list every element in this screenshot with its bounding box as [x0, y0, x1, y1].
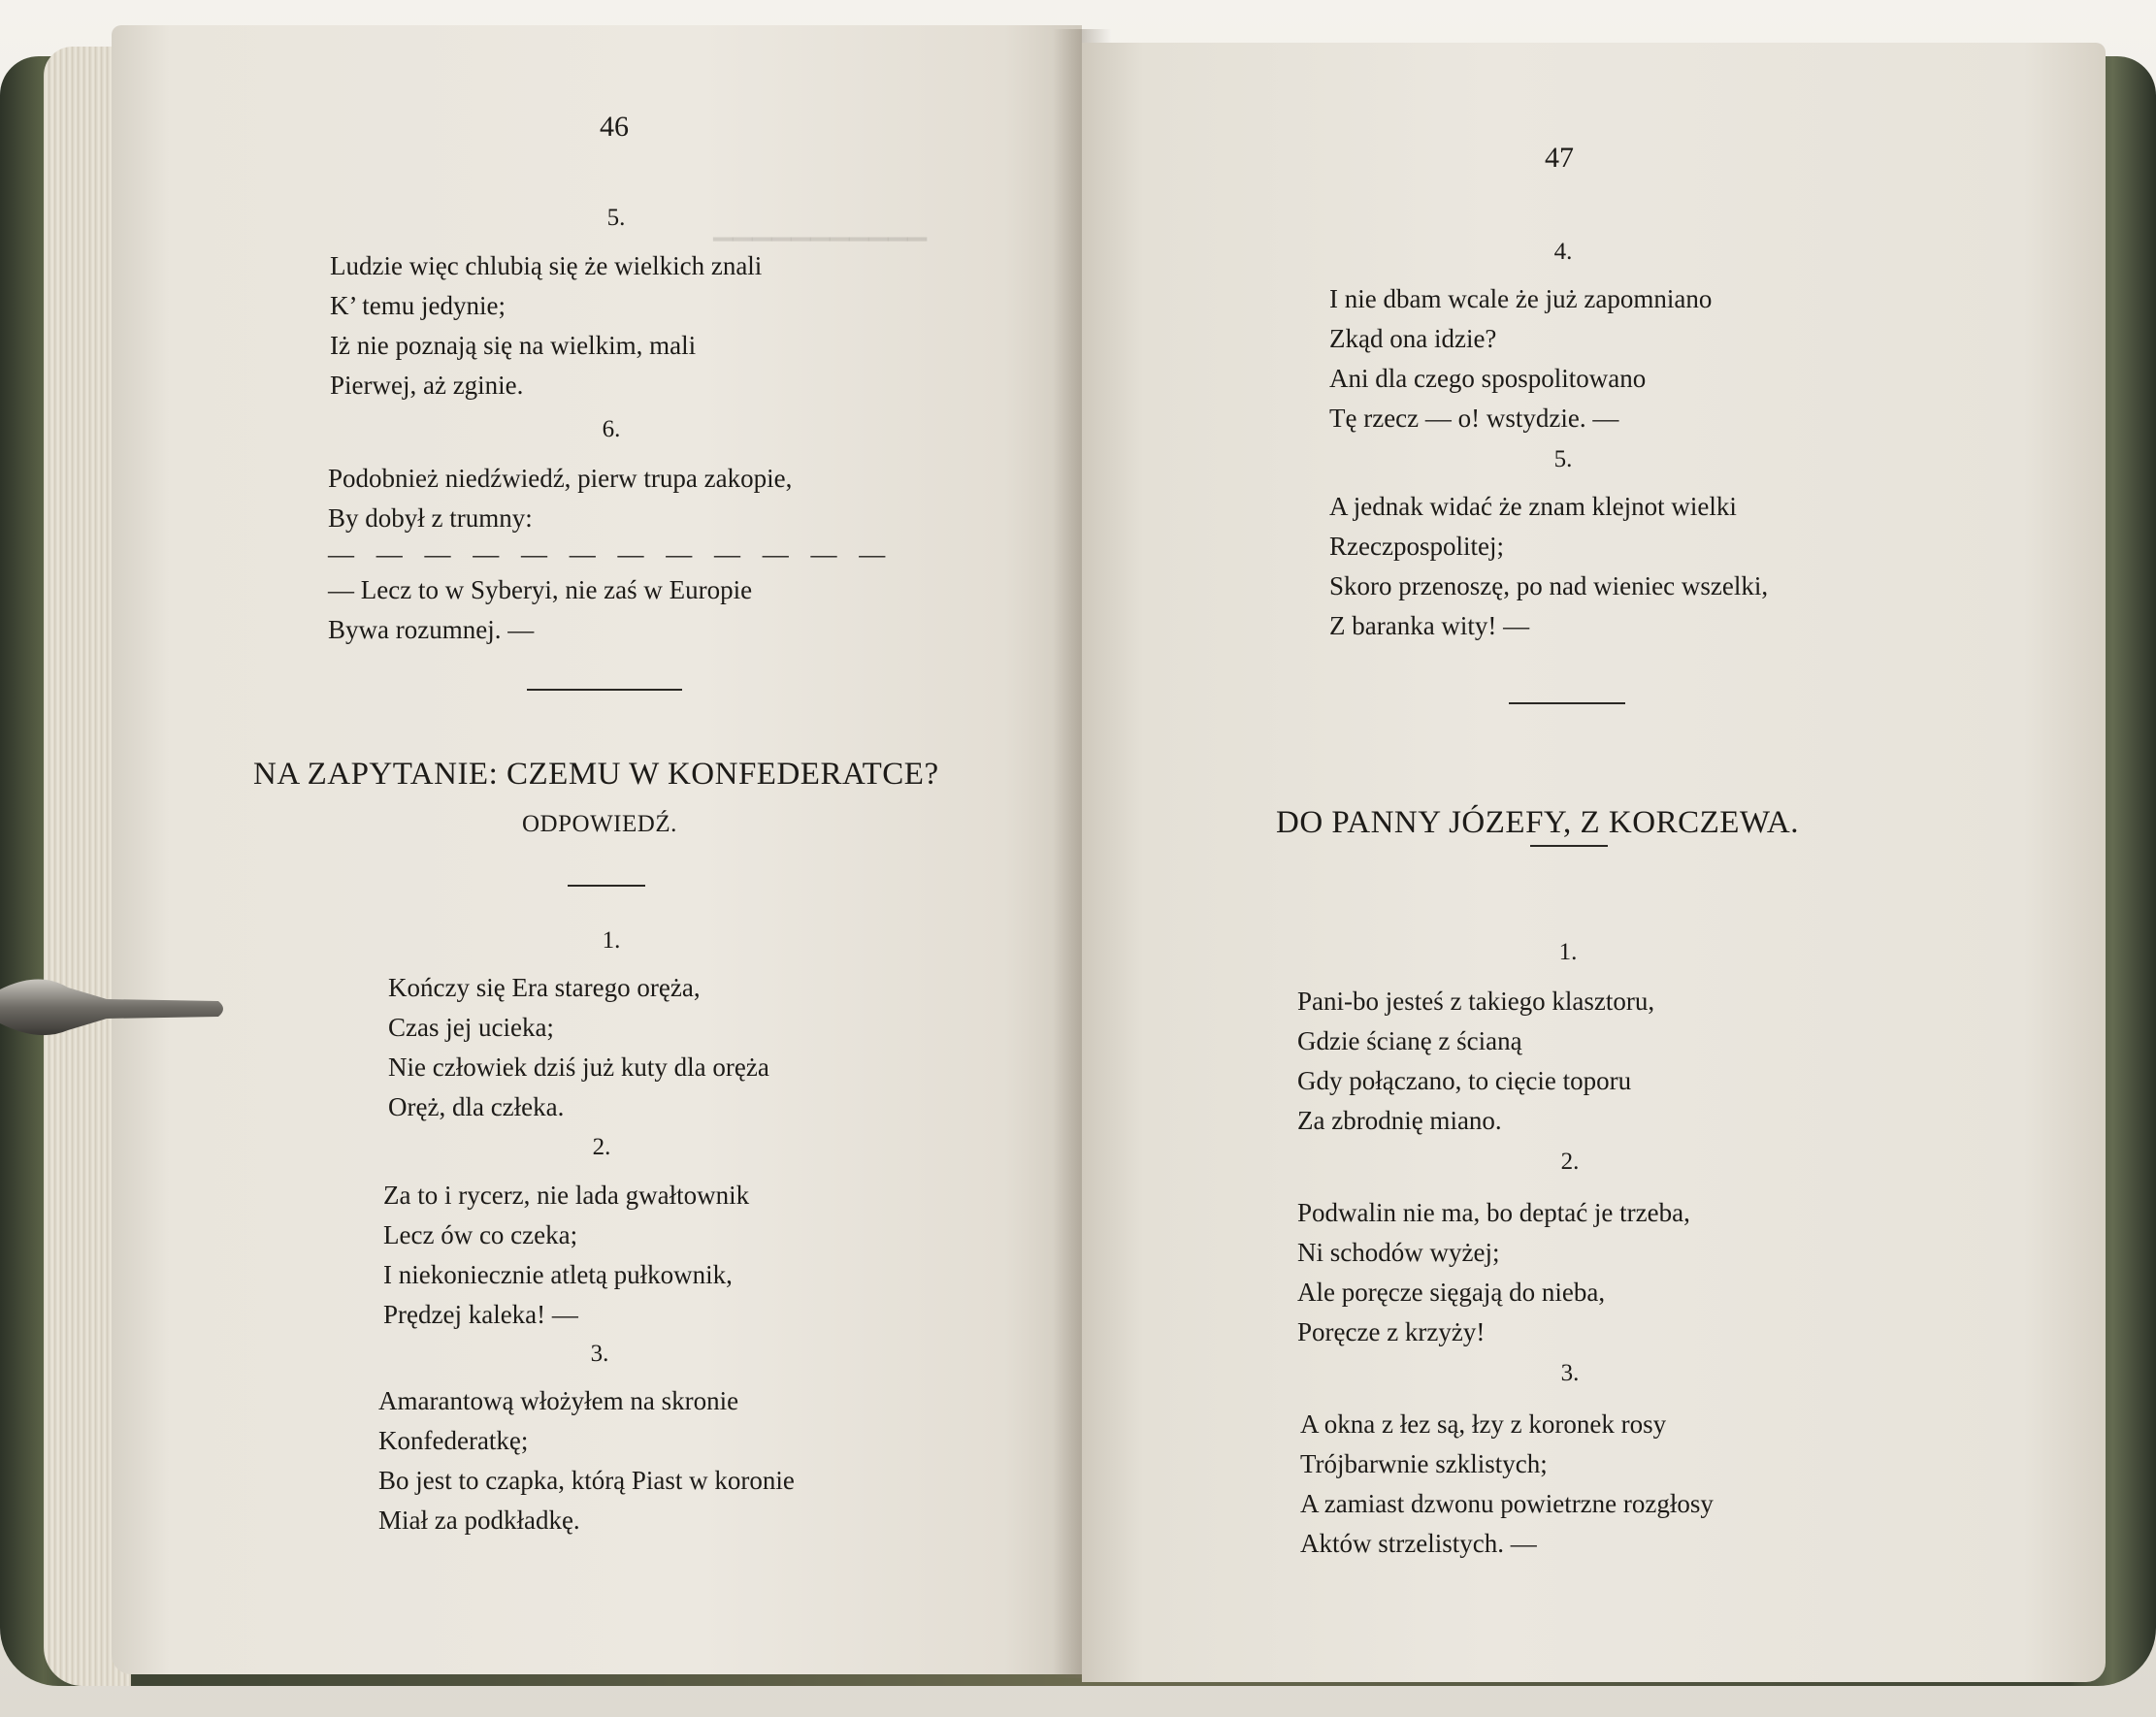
- verse-line: Aktów strzelistych. —: [1300, 1529, 1537, 1558]
- right-page: [1082, 43, 2106, 1682]
- verse-line: A jednak widać że znam klejnot wielki: [1329, 492, 1737, 521]
- verse-line: Gdzie ścianę z ścianą: [1297, 1026, 1522, 1055]
- verse-line: Za to i rycerz, nie lada gwałtownik: [383, 1181, 750, 1210]
- stanza: [383, 1176, 749, 1335]
- stanza-number: 3.: [1560, 1360, 1580, 1386]
- title-rule: [1530, 845, 1608, 847]
- stanza: [1297, 1193, 1690, 1352]
- poem-subtitle: ODPOWIEDŹ.: [522, 811, 677, 837]
- verse-line: Bywa rozumnej. —: [328, 615, 535, 644]
- page-clip-icon: [0, 970, 228, 1038]
- stanza-number: 5.: [606, 205, 626, 231]
- verse-line: Podobnież niedźwiedź, pierw trupa zakopie,: [328, 464, 793, 493]
- verse-line: Lecz ów co czeka;: [383, 1220, 578, 1249]
- stanza: [328, 570, 752, 650]
- stanza: [378, 1381, 795, 1540]
- stanza-number: 3.: [590, 1341, 609, 1367]
- stanza: [388, 968, 769, 1127]
- verse-line: — Lecz to w Syberyi, nie zaś w Europie: [328, 575, 753, 604]
- verse-line: Bo jest to czapka, którą Piast w koronie: [378, 1466, 795, 1495]
- verse-line: Miał za podkładkę.: [378, 1506, 580, 1535]
- poem-title: DO PANNY JÓZEFY, Z KORCZEWA.: [1276, 805, 1799, 840]
- stanza-number: 4.: [1553, 239, 1573, 265]
- section-rule: [527, 689, 682, 691]
- verse-line: Nie człowiek dziś już kuty dla oręża: [388, 1053, 769, 1082]
- bleed-through: ▔▔▔▔▔▔▔▔▔▔▔: [713, 239, 927, 267]
- stanza-number: 2.: [1560, 1149, 1580, 1175]
- verse-line: K’ temu jedynie;: [330, 291, 506, 320]
- verse-line: Kończy się Era starego oręża,: [388, 973, 701, 1002]
- verse-line: Ni schodów wyżej;: [1297, 1238, 1500, 1267]
- verse-line: Tę rzecz — o! wstydzie. —: [1329, 404, 1619, 433]
- verse-line: Ludzie więc chlubią się że wielkich znali: [330, 251, 763, 280]
- verse-line: Z baranka wity! —: [1329, 611, 1530, 640]
- page-number: 47: [1545, 142, 1574, 174]
- stanza: [1297, 982, 1654, 1141]
- verse-line: Za zbrodnię miano.: [1297, 1106, 1502, 1135]
- stanza: [1300, 1405, 1714, 1564]
- verse-line: A okna z łez są, łzy z koronek rosy: [1300, 1409, 1667, 1439]
- verse-line: Poręcze z krzyży!: [1297, 1317, 1486, 1346]
- stanza-number: 1.: [602, 927, 621, 954]
- stanza-number: 5.: [1553, 446, 1573, 472]
- verse-line: Trójbarwnie szklistych;: [1300, 1449, 1548, 1478]
- page-number: 46: [600, 111, 629, 143]
- verse-line: Oręż, dla człeka.: [388, 1092, 565, 1121]
- verse-line: Ani dla czego spospolitowano: [1329, 364, 1647, 393]
- verse-line: Czas jej ucieka;: [388, 1013, 554, 1042]
- verse-line: Prędzej kaleka! —: [383, 1300, 578, 1329]
- section-rule: [1509, 702, 1625, 704]
- verse-line: Pierwej, aż zginie.: [330, 371, 524, 400]
- verse-line: Ale poręcze sięgają do nieba,: [1297, 1278, 1606, 1307]
- stanza: [1329, 487, 1768, 646]
- verse-line: Zkąd ona idzie?: [1329, 324, 1497, 353]
- verse-line: Iż nie poznają się na wielkim, mali: [330, 331, 697, 360]
- verse-line: By dobył z trumny:: [328, 503, 533, 533]
- title-rule: [568, 885, 645, 887]
- elision-dashes: — — — — — — — — — — — —: [328, 539, 894, 568]
- verse-line: Gdy połączano, to cięcie toporu: [1297, 1066, 1632, 1095]
- poem-title: NA ZAPYTANIE: CZEMU W KONFEDERATCE?: [253, 757, 939, 792]
- verse-line: Pani-bo jesteś z takiego klasztoru,: [1297, 987, 1655, 1016]
- verse-line: Rzeczpospolitej;: [1329, 532, 1504, 561]
- stanza: [328, 459, 792, 538]
- stanza: [330, 246, 762, 405]
- verse-line: A zamiast dzwonu powietrzne rozgłosy: [1300, 1489, 1714, 1518]
- verse-line: Konfederatkę;: [378, 1426, 529, 1455]
- stanza: [1329, 279, 1712, 438]
- verse-line: I nie dbam wcale że już zapomniano: [1329, 284, 1713, 313]
- stanza-number: 6.: [602, 416, 621, 442]
- verse-line: Podwalin nie ma, bo deptać je trzeba,: [1297, 1198, 1690, 1227]
- stanza-number: 2.: [592, 1134, 611, 1160]
- left-page: [112, 25, 1082, 1674]
- verse-line: I niekoniecznie atletą pułkownik,: [383, 1260, 733, 1289]
- stanza-number: 1.: [1558, 939, 1578, 965]
- verse-line: Skoro przenoszę, po nad wieniec wszelki,: [1329, 571, 1769, 600]
- verse-line: Amarantową włożyłem na skronie: [378, 1386, 739, 1415]
